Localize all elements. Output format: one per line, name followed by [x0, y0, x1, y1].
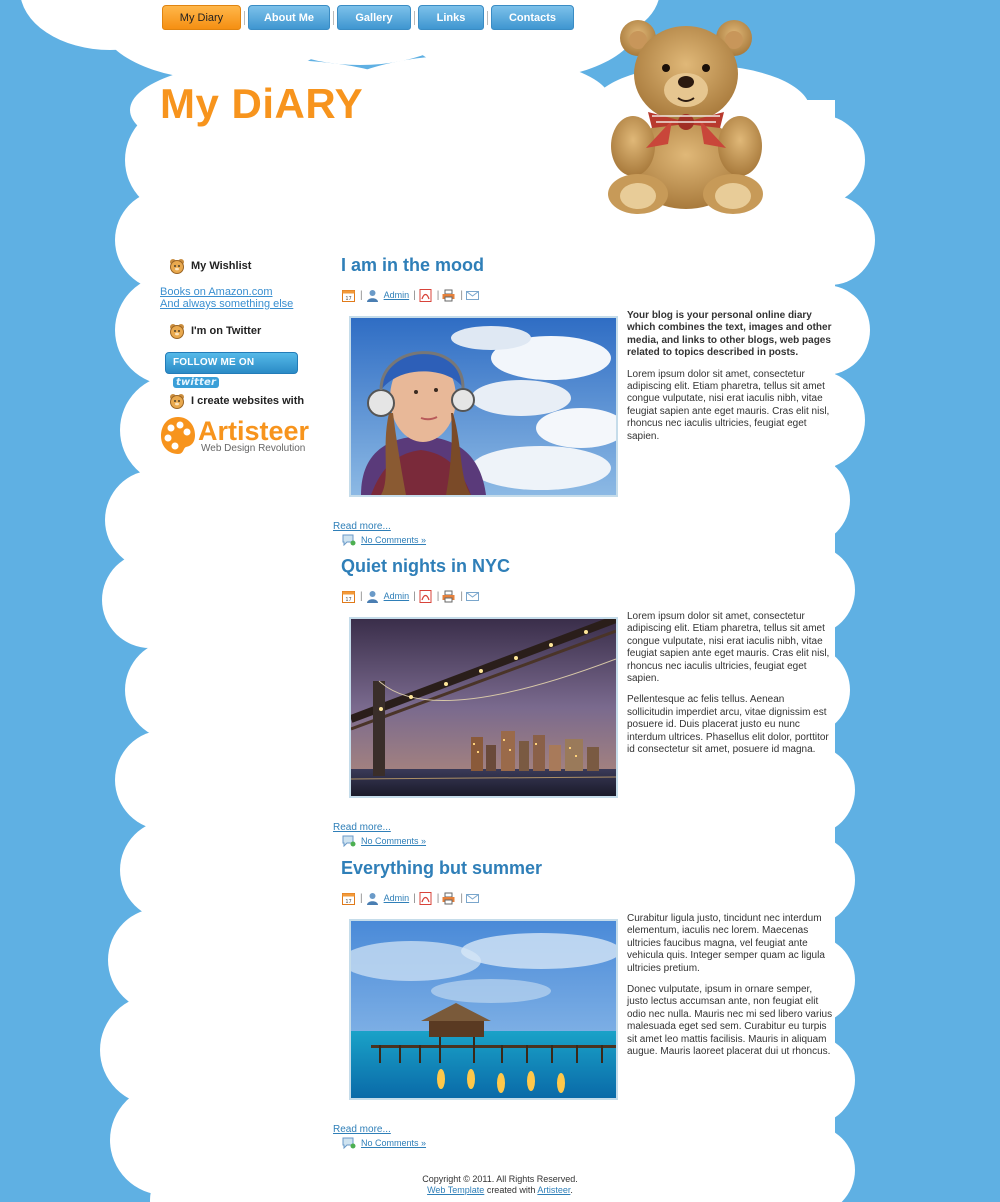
nav-divider	[487, 11, 488, 25]
post-meta	[342, 589, 833, 603]
post-text	[627, 913, 833, 1100]
artisteer-tagline: Web Design Revolution	[201, 442, 306, 454]
nav-links[interactable]: Links	[418, 5, 484, 30]
twitter-logo: twitter	[173, 377, 219, 388]
bear-face-icon	[169, 323, 185, 339]
meta-separator: |	[460, 590, 463, 602]
follow-twitter-button[interactable]	[165, 352, 298, 388]
sidebar	[160, 258, 310, 455]
comments-link[interactable]: No Comments »	[361, 836, 427, 846]
footer-template-link[interactable]: Web Template	[427, 1185, 485, 1195]
post-article	[333, 556, 833, 847]
user-icon	[366, 289, 379, 302]
post-comments	[342, 835, 833, 847]
meta-separator: |	[413, 892, 416, 904]
post-article	[333, 858, 833, 1149]
create-heading	[160, 393, 310, 409]
svg-text:17: 17	[345, 295, 352, 302]
post-author-link[interactable]: Admin	[383, 893, 410, 903]
print-icon[interactable]	[442, 289, 455, 302]
post-paragraph: Donec vulputate, ipsum in ornare semper, justo lectus accumsan ante, non feugiat elit odio nec nulla. Mauris nec mi sed libero varius malesuada eget sed sem. Curabitur eu turpis sit amet leo mattis facilisis. Mauris in aliquam augue. Mauris laoreet placerat dui ut rhoncus.	[627, 984, 833, 1058]
post-article	[333, 255, 833, 546]
svg-text:17: 17	[345, 596, 352, 603]
email-icon[interactable]	[466, 289, 479, 302]
meta-separator: |	[413, 590, 416, 602]
pdf-icon[interactable]	[419, 289, 432, 302]
post-paragraph: Lorem ipsum dolor sit amet, consectetur adipiscing elit. Etiam pharetra, tellus sit amet congue vulputate, nisi erat iaculis nibh, vitae feugiat sapien ante eget mauris. Cras elit nisl, rhoncus nec iaculis ultricies, feugiat eget sapien.	[627, 611, 830, 685]
twitter-title: I'm on Twitter	[191, 325, 262, 337]
nav-about-me[interactable]: About Me	[248, 5, 330, 30]
comments-link[interactable]: No Comments »	[361, 1138, 427, 1148]
post-comments	[342, 1137, 833, 1149]
comment-icon	[342, 534, 356, 546]
footer-copyright: Copyright © 2011. All Rights Reserved.	[422, 1174, 578, 1184]
footer-artisteer-link[interactable]: Artisteer	[537, 1185, 571, 1195]
post-image-bridge-night	[349, 617, 618, 798]
print-icon[interactable]	[442, 590, 455, 603]
twitter-button-label: FOLLOW ME ON	[173, 357, 255, 368]
read-more-link[interactable]: Read more...	[333, 822, 391, 833]
twitter-heading	[160, 323, 310, 339]
meta-separator: |	[460, 289, 463, 301]
post-image-beach-pier	[349, 919, 618, 1100]
svg-text:17: 17	[345, 898, 352, 905]
palette-icon	[160, 415, 196, 455]
post-title[interactable]: Everything but summer	[341, 858, 543, 878]
user-icon	[366, 590, 379, 603]
post-author-link[interactable]: Admin	[383, 290, 410, 300]
post-paragraph: Lorem ipsum dolor sit amet, consectetur adipiscing elit. Etiam pharetra, tellus sit amet congue vulputate, nisi erat iaculis nibh, vitae feugiat sapien ante eget mauris. Cras elit nisl, rhoncus nec iaculis ultricies, feugiat eget sapien.	[627, 368, 830, 442]
wishlist-heading	[160, 258, 310, 274]
calendar-icon	[342, 289, 355, 302]
main-nav	[162, 5, 583, 30]
nav-divider	[244, 11, 245, 25]
wishlist-link-amazon[interactable]: Books on Amazon.com	[160, 286, 273, 298]
calendar-icon	[342, 590, 355, 603]
meta-separator: |	[413, 289, 416, 301]
meta-separator: |	[436, 590, 440, 602]
email-icon[interactable]	[466, 892, 479, 905]
meta-separator: |	[436, 892, 440, 904]
footer-period: .	[570, 1185, 573, 1195]
meta-separator: |	[460, 892, 463, 904]
nav-divider	[414, 11, 415, 25]
site-title: My DiARY	[160, 80, 364, 127]
artisteer-name: Artisteer	[198, 415, 310, 446]
meta-separator: |	[360, 892, 363, 904]
footer	[400, 1174, 600, 1196]
post-lead: Your blog is your personal online diary which combines the text, images and other media, and links to other blogs, web pages related to topics described in posts.	[627, 310, 832, 359]
post-text	[627, 310, 833, 497]
post-text	[627, 611, 833, 798]
post-title[interactable]: I am in the mood	[341, 255, 485, 275]
nav-divider	[333, 11, 334, 25]
meta-separator: |	[360, 289, 363, 301]
nav-gallery[interactable]: Gallery	[337, 5, 411, 30]
post-paragraph: Pellentesque ac felis tellus. Aenean sollicitudin imperdiet arcu, vitae dignissim est posuere id. Duis placerat justo eu nunc interdum ultrices. Phasellus elit dolor, porttitor id consectetur sit amet, posuere id magna.	[627, 694, 829, 756]
user-icon	[366, 892, 379, 905]
print-icon[interactable]	[442, 892, 455, 905]
calendar-icon	[342, 892, 355, 905]
post-image-girl-headphones	[349, 316, 618, 497]
post-comments	[342, 534, 833, 546]
read-more-link[interactable]: Read more...	[333, 1124, 391, 1135]
wishlist-link-other[interactable]: And always something else	[160, 298, 294, 310]
bear-face-icon	[169, 258, 185, 274]
pdf-icon[interactable]	[419, 590, 432, 603]
pdf-icon[interactable]	[419, 892, 432, 905]
footer-created-with: created with	[486, 1185, 536, 1195]
email-icon[interactable]	[466, 590, 479, 603]
read-more-link[interactable]: Read more...	[333, 521, 391, 532]
post-meta	[342, 891, 833, 905]
post-title[interactable]: Quiet nights in NYC	[341, 556, 510, 576]
bear-face-icon	[169, 393, 185, 409]
post-author-link[interactable]: Admin	[383, 591, 410, 601]
create-title: I create websites with	[191, 395, 305, 407]
artisteer-banner[interactable]	[160, 415, 310, 455]
comments-link[interactable]: No Comments »	[361, 535, 427, 545]
teddy-bear-image	[598, 16, 773, 216]
comment-icon	[342, 1137, 356, 1149]
nav-my-diary[interactable]: My Diary	[162, 5, 241, 30]
wishlist-title: My Wishlist	[191, 260, 252, 272]
comment-icon	[342, 835, 356, 847]
nav-contacts[interactable]: Contacts	[491, 5, 574, 30]
post-paragraph: Curabitur ligula justo, tincidunt nec interdum elementum, iaculis nec lorem. Maecenas ultricies faucibus magna, vel feugiat ante vehicula quis. Integer semper quam ac ligula ultricies pretium.	[627, 913, 825, 974]
meta-separator: |	[360, 590, 363, 602]
meta-separator: |	[436, 289, 440, 301]
post-meta	[342, 288, 833, 302]
